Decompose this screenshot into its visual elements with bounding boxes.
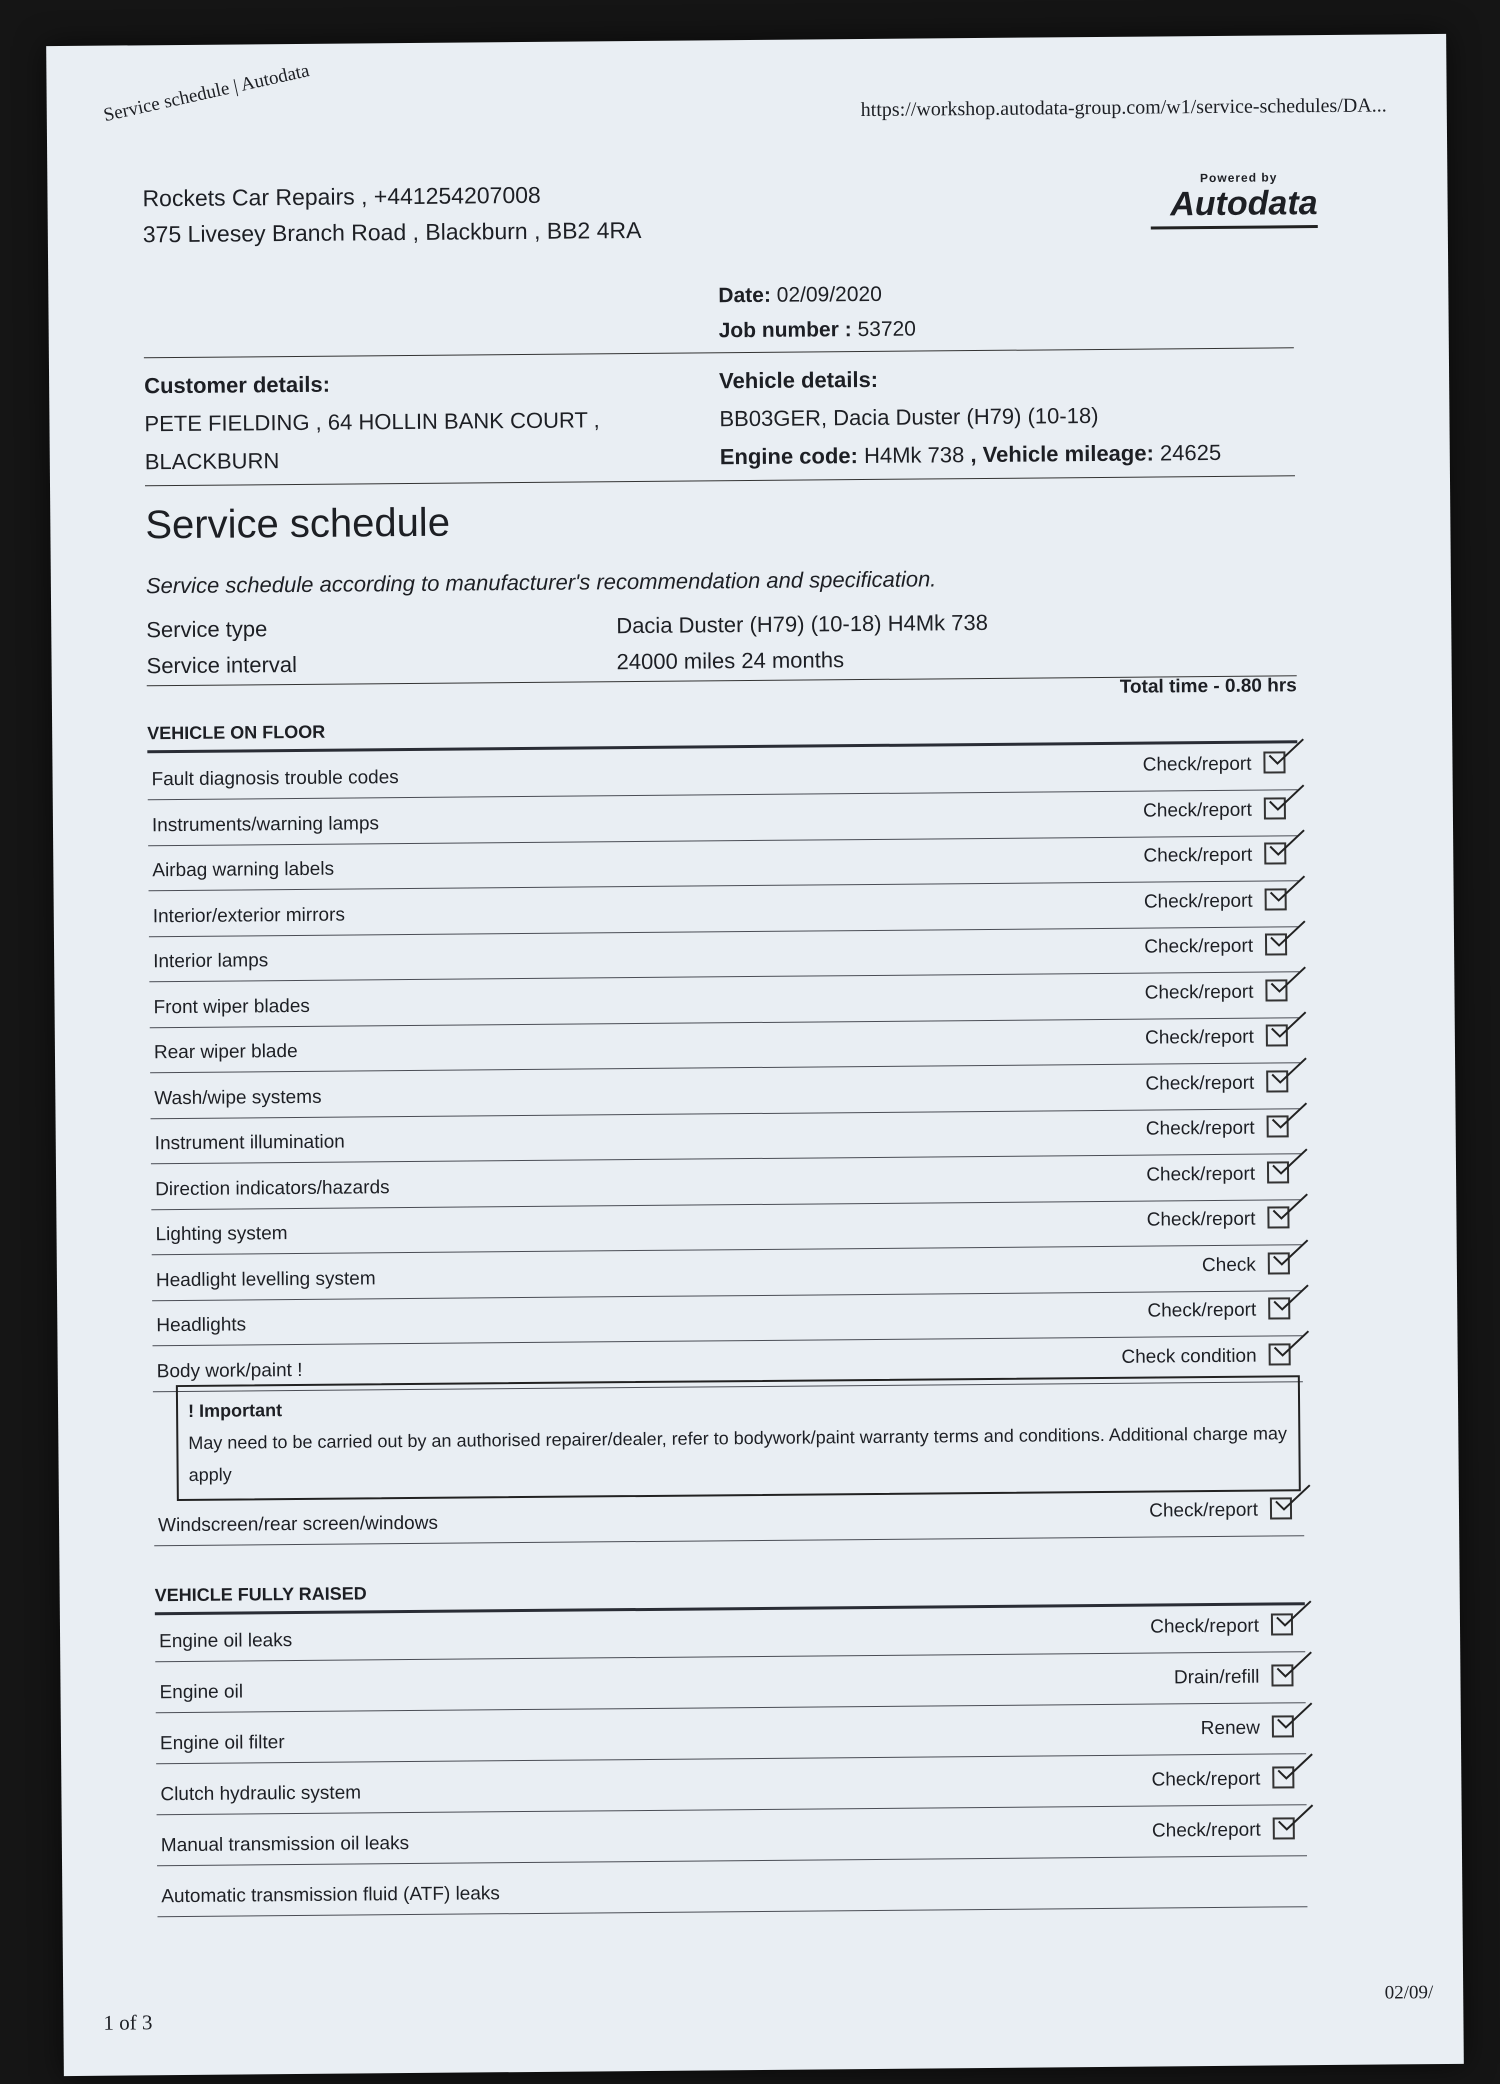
garage-name-phone: Rockets Car Repairs , +441254207008 xyxy=(142,181,541,212)
page-subtitle: Service schedule according to manufacturer's recommendation and specification. xyxy=(145,566,937,599)
tick-mark-icon xyxy=(1270,1283,1310,1313)
garage-info xyxy=(142,176,641,252)
row-action: Renew xyxy=(1200,1717,1260,1740)
row-label: Interior/exterior mirrors xyxy=(152,904,346,927)
tick-mark-icon xyxy=(1268,1056,1308,1086)
printed-page xyxy=(46,34,1464,2076)
checklist-row xyxy=(156,1760,1306,1815)
row-label: Fault diagnosis trouble codes xyxy=(151,767,399,791)
row-action: Check/report xyxy=(1151,1819,1261,1842)
tick-mark-icon xyxy=(1268,1010,1308,1040)
job-label: Job number : xyxy=(718,318,852,343)
row-action: Check xyxy=(1201,1254,1256,1276)
tick-mark-icon xyxy=(1267,965,1307,995)
footer-date: 02/09/ xyxy=(1384,1982,1434,2004)
row-action: Drain/refill xyxy=(1173,1666,1260,1689)
row-action: Check/report xyxy=(1143,799,1252,822)
row-action: Check/report xyxy=(1143,890,1253,913)
service-labels xyxy=(146,611,297,684)
row-action: Check/report xyxy=(1149,1499,1259,1522)
vehicle-details xyxy=(719,358,1221,476)
tick-mark-icon xyxy=(1273,1650,1313,1680)
garage-address: 375 Livesey Branch Road , Blackburn , BB2 4RA xyxy=(142,216,642,248)
date-label: Date: xyxy=(718,283,771,308)
row-label: Engine oil xyxy=(159,1681,244,1704)
checklist-row xyxy=(155,1658,1305,1713)
tick-mark-icon xyxy=(1274,1701,1314,1731)
tick-mark-icon xyxy=(1269,1147,1309,1177)
row-label: Body work/paint ! xyxy=(156,1359,303,1382)
row-label: Engine oil filter xyxy=(159,1732,285,1755)
row-label: Wash/wipe systems xyxy=(154,1086,322,1109)
important-text: May need to be carried out by an authorised repairer/dealer, refer to bodywork/paint warranty terms and conditions. Additional charge may apply xyxy=(188,1423,1288,1485)
checklist-row xyxy=(157,1862,1307,1917)
logo-text: Autodata xyxy=(1150,184,1318,229)
autodata-logo xyxy=(1150,170,1318,229)
row-label: Instruments/warning lamps xyxy=(151,812,380,836)
tick-mark-icon xyxy=(1267,919,1307,949)
logo-powered-by: Powered by xyxy=(1199,170,1278,186)
row-label: Headlight levelling system xyxy=(155,1267,376,1291)
service-interval-label: Service interval xyxy=(146,651,298,679)
tick-mark-icon xyxy=(1265,737,1305,767)
engine-value: H4Mk 738 xyxy=(863,442,965,469)
row-label: Interior lamps xyxy=(153,950,269,973)
checklist-row xyxy=(157,1811,1307,1866)
row-action: Check/report xyxy=(1150,1615,1260,1638)
row-action: Check/report xyxy=(1145,1117,1255,1140)
job-value: 53720 xyxy=(857,317,917,342)
important-notice xyxy=(176,1375,1301,1501)
row-label: Engine oil leaks xyxy=(159,1630,293,1653)
tick-mark-icon xyxy=(1268,1101,1308,1131)
vehicle-heading: Vehicle details: xyxy=(719,366,879,394)
row-label: Lighting system xyxy=(155,1223,288,1246)
row-action: Check condition xyxy=(1121,1345,1257,1368)
page-title: Service schedule xyxy=(145,500,451,548)
row-label: Front wiper blades xyxy=(153,995,310,1018)
row-action: Check/report xyxy=(1143,844,1253,867)
row-label: Rear wiper blade xyxy=(153,1040,298,1064)
row-action: Check/report xyxy=(1146,1208,1256,1231)
row-label: Headlights xyxy=(156,1314,247,1337)
service-type-label: Service type xyxy=(146,616,268,643)
tick-mark-icon xyxy=(1274,1752,1314,1782)
page-number: 1 of 3 xyxy=(103,2010,153,2035)
tick-mark-icon xyxy=(1266,874,1306,904)
checklist-row xyxy=(155,1607,1305,1662)
row-label: Instrument illumination xyxy=(154,1131,345,1155)
total-time: Total time - 0.80 hrs xyxy=(1119,675,1297,698)
important-title: ! Important xyxy=(187,1400,283,1421)
service-values xyxy=(616,605,988,680)
row-label: Automatic transmission fluid (ATF) leaks xyxy=(161,1883,500,1908)
date-value: 02/09/2020 xyxy=(776,282,882,307)
row-action: Check/report xyxy=(1142,753,1252,776)
tick-mark-icon xyxy=(1266,783,1306,813)
checklist-row xyxy=(156,1709,1306,1764)
row-action: Check/report xyxy=(1144,1026,1254,1049)
mileage-value: 24625 xyxy=(1159,439,1222,466)
section-vehicle-fully-raised: VEHICLE FULLY RAISED xyxy=(155,1575,1305,1615)
row-label: Clutch hydraulic system xyxy=(160,1782,362,1806)
customer-details xyxy=(144,363,665,482)
tick-mark-icon xyxy=(1275,1803,1315,1833)
tick-mark-icon xyxy=(1269,1192,1309,1222)
row-action: Check/report xyxy=(1147,1299,1257,1322)
tick-mark-icon xyxy=(1270,1329,1310,1359)
mileage-label: , Vehicle mileage: xyxy=(970,440,1154,468)
tick-mark-icon xyxy=(1272,1483,1312,1513)
browser-title: Service schedule | Autodata xyxy=(101,60,312,127)
job-meta xyxy=(718,277,916,349)
page-url: https://workshop.autodata-group.com/w1/service-schedules/DA... xyxy=(860,94,1387,122)
customer-heading: Customer details: xyxy=(144,371,331,399)
tick-mark-icon xyxy=(1273,1599,1313,1629)
tick-mark-icon xyxy=(1270,1238,1310,1268)
tick-mark-icon xyxy=(1266,828,1306,858)
service-type-value: Dacia Duster (H79) (10-18) H4Mk 738 xyxy=(616,609,989,639)
row-label: Airbag warning labels xyxy=(152,858,335,882)
row-action: Check/report xyxy=(1151,1768,1261,1791)
row-action: Check/report xyxy=(1144,981,1254,1004)
service-interval-value: 24000 miles 24 months xyxy=(616,647,845,675)
customer-line2: BLACKBURN xyxy=(144,448,280,475)
divider xyxy=(144,347,1294,358)
row-action: Check/report xyxy=(1144,935,1254,958)
row-action: Check/report xyxy=(1146,1163,1256,1186)
vehicle-line1: BB03GER, Dacia Duster (H79) (10-18) xyxy=(719,402,1099,432)
engine-label: Engine code: xyxy=(719,443,859,470)
customer-line1: PETE FIELDING , 64 HOLLIN BANK COURT , xyxy=(144,407,600,437)
checklist-row-windscreen xyxy=(154,1491,1304,1546)
row-label: Windscreen/rear screen/windows xyxy=(157,1512,439,1537)
row-label: Direction indicators/hazards xyxy=(155,1176,390,1200)
section-vehicle-on-floor: VEHICLE ON FLOOR xyxy=(147,713,1297,753)
row-label: Manual transmission oil leaks xyxy=(160,1833,410,1857)
row-action: Check/report xyxy=(1145,1072,1255,1095)
